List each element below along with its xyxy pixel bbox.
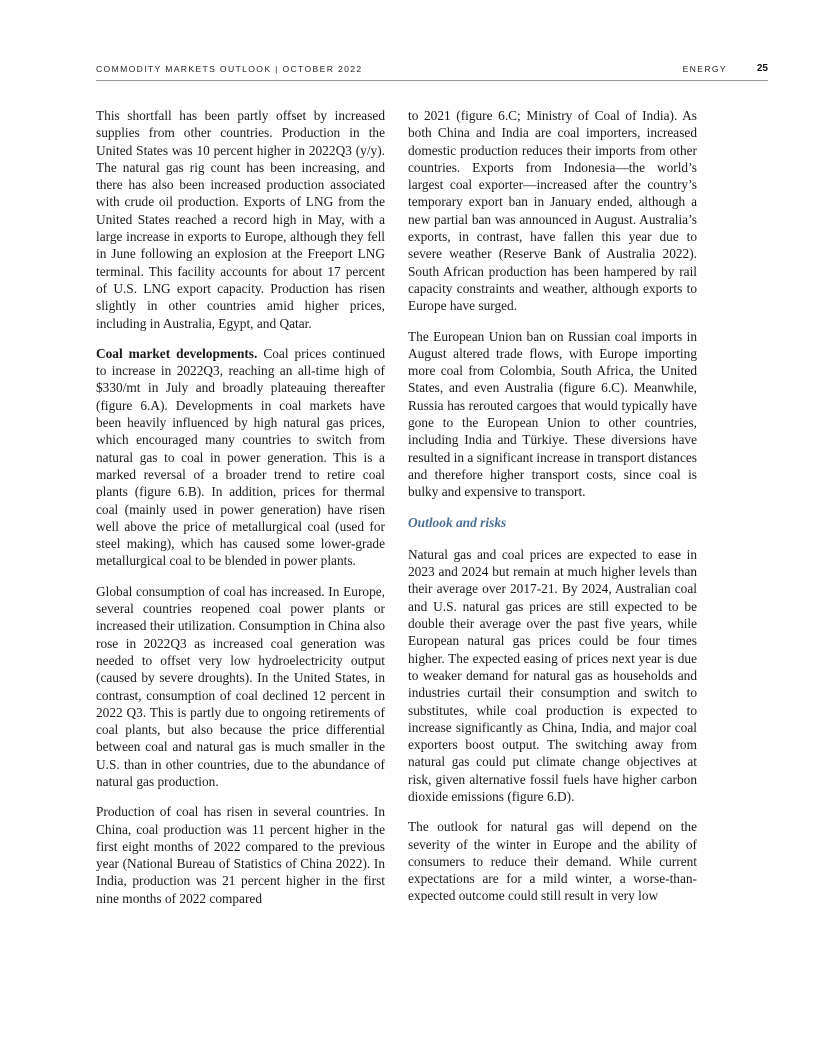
paragraph-coal-production: Production of coal has risen in several countries. In China, coal production was 11 percent higher in the first eight months of 2022 compared to the previous year (National Bureau of Statistics of China 2022). In India, production was 21 percent higher in the first nine months of 2022 compared	[96, 804, 385, 906]
paragraph-lead-in: Coal market developments.	[96, 345, 258, 361]
paragraph-global-consumption: Global consumption of coal has increased. In Europe, several countries reopened coal power plants or increased their utilization. Consumption in China also rose in 2022Q3 as increased coal generation was needed to offset very low hydroelectricity output (caused by severe droughts). In the United States, in contrast, consumption of coal declined 12 percent in 2022 Q3. This is partly due to ongoing retirements of coal plants, but also because the price differential between coal and natural gas is much smaller in the U.S. than in other countries, due to the abundance of natural gas production.	[96, 583, 385, 789]
right-column	[408, 107, 697, 905]
running-header	[96, 58, 768, 81]
paragraph-supply-offset: This shortfall has been partly offset by increased supplies from other countries. Production in the United States was 10 percent higher in 2022Q3 (y/y). The natural gas rig count has been increasing, and there has also been increased production associated with crude oil production. Exports of LNG from the United States reached a record high in May, with a large increase in exports to Europe, although they fell in June following an explosion at the Freeport LNG terminal. This facility accounts for about 17 percent of U.S. LNG export capacity. Production has risen slightly in other countries amid higher prices, including in Australia, Egypt, and Qatar.	[96, 108, 385, 331]
paragraph-coal-market-developments	[96, 345, 385, 570]
section-label: ENERGY	[682, 64, 727, 74]
paragraph-importers-exporters: to 2021 (figure 6.C; Ministry of Coal of India). As both China and India are coal importers, increased domestic production reduces their imports from other countries. Exports from Indonesia—the world’s largest coal exporter—increased after the country’s temporary export ban in January ended, although a new partial ban was announced in August. Australia’s exports, in contrast, have fallen this year due to severe weather (Reserve Bank of Australia 2022). South African production has been hampered by rail capacity constraints and weather, although exports to Europe have surged.	[408, 108, 697, 314]
paragraph-price-outlook: Natural gas and coal prices are expected to ease in 2023 and 2024 but remain at much higher levels than their average over 2017-21. By 2024, Australian coal and U.S. natural gas prices are still expected to be double their average over the past five years, while European natural gas prices could be four times higher. The expected easing of prices next year is due to weaker demand for natural gas as households and industries curtail their consumption and switch to substitutes, while coal production is expected to increase significantly as China, India, and major coal exporters boost output. The switching away from natural gas could put climate change objectives at risk, given alternative fossil fuels have higher carbon dioxide emissions (figure 6.D).	[408, 546, 697, 804]
page-number: 25	[756, 63, 768, 74]
running-title: COMMODITY MARKETS OUTLOOK | OCTOBER 2022	[96, 64, 363, 74]
paragraph-eu-ban: The European Union ban on Russian coal imports in August altered trade flows, with Europe importing more coal from Colombia, South Africa, the United States, and even Australia (figure 6.C). Meanwhile, Russia has rerouted cargoes that would typically have gone to the European Union to other countries, including India and Türkiye. These diversions have resulted in a significant increase in transport distances and therefore higher transport costs, since coal is bulky and expensive to transport.	[408, 328, 697, 500]
paragraph-body: Coal prices continued to increase in 2022Q3, reaching an all-time high of $330/mt in July and broadly plateauing thereafter (figure 6.A). Developments in coal markets have been heavily influenced by high natural gas prices, which encouraged many countries to switch from natural gas to coal in power generation. This is a marked reversal of a broader trend to retire coal plants (figure 6.B). In addition, prices for thermal coal (mainly used in power generation) have risen well above the price of metallurgical coal (used for steel making), which has caused some lower-grade metallurgical coal to be blended in power plants.	[96, 345, 385, 569]
paragraph-gas-outlook: The outlook for natural gas will depend on the severity of the winter in Europe and the ability of consumers to reduce their demand. While current expectations are for a mild winter, a worse-than-expected outcome could still result in very low	[408, 819, 697, 904]
section-heading-outlook: Outlook and risks	[408, 514, 507, 530]
left-column	[96, 107, 385, 907]
